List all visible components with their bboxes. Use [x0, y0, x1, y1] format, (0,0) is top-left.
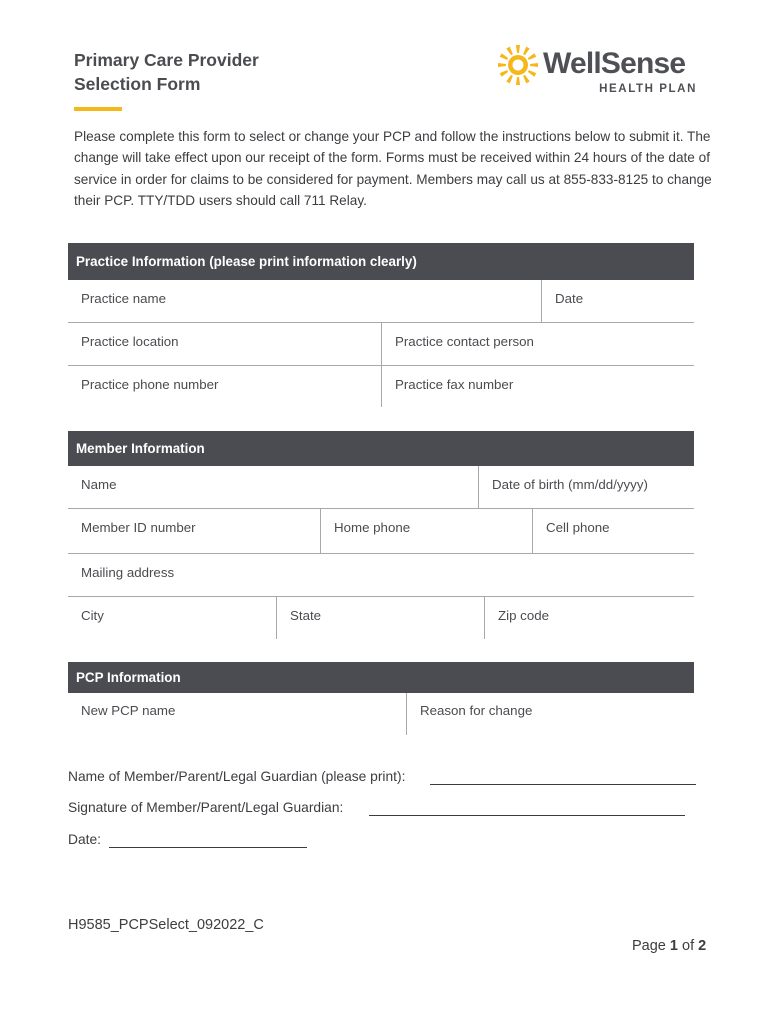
title-accent-bar [74, 107, 122, 111]
city-field[interactable]: City [81, 608, 104, 623]
member-id-field[interactable]: Member ID number [81, 520, 196, 535]
practice-section-header: Practice Information (please print information clearly) [68, 243, 694, 280]
zip-code-field[interactable]: Zip code [498, 608, 549, 623]
form-code: H9585_PCPSelect_092022_C [68, 917, 264, 933]
divider [406, 693, 407, 735]
title-line-1: Primary Care Provider [74, 50, 259, 70]
new-pcp-name-field[interactable]: New PCP name [81, 703, 176, 718]
logo-subtitle: HEALTH PLAN [599, 83, 697, 95]
sunburst-icon [496, 43, 540, 87]
intro-paragraph: Please complete this form to select or change your PCP and follow the instructions below to submit it. The change will take effect upon our receipt of the form. Forms must be received within 24 hours of the date of service in order for claims to be considered for payment. Members may call us at 855-833-8125 to change their PCP. TTY/TDD users should call 711 Relay. [74, 129, 712, 208]
signature-date-label: Date: [68, 832, 101, 847]
practice-phone-field[interactable]: Practice phone number [81, 377, 219, 392]
guardian-signature-line[interactable] [369, 815, 685, 816]
practice-name-field[interactable]: Practice name [81, 291, 166, 306]
wellsense-logo [496, 43, 701, 99]
mailing-address-field[interactable]: Mailing address [81, 565, 175, 580]
page-number [632, 938, 706, 954]
page-of: of [682, 938, 695, 954]
reason-for-change-field[interactable]: Reason for change [420, 703, 533, 718]
page-label: Page [632, 938, 666, 954]
divider [532, 509, 533, 553]
practice-fax-field[interactable]: Practice fax number [395, 377, 514, 392]
divider [484, 597, 485, 639]
practice-location-field[interactable]: Practice location [81, 334, 179, 349]
member-dob-field[interactable]: Date of birth (mm/dd/yyyy) [492, 477, 648, 492]
divider [478, 466, 479, 508]
divider [541, 280, 542, 322]
cell-phone-field[interactable]: Cell phone [546, 520, 610, 535]
guardian-name-label: Name of Member/Parent/Legal Guardian (please print): [68, 769, 406, 784]
member-section-header: Member Information [68, 431, 694, 466]
page-current: 1 [669, 938, 678, 954]
guardian-name-line[interactable] [430, 784, 696, 785]
home-phone-field[interactable]: Home phone [334, 520, 411, 535]
pcp-section-header: PCP Information [68, 662, 694, 693]
guardian-signature-label: Signature of Member/Parent/Legal Guardian: [68, 800, 344, 815]
page-total: 2 [698, 938, 707, 954]
page-title [74, 48, 374, 96]
practice-date-field[interactable]: Date [555, 291, 584, 306]
divider [276, 597, 277, 639]
state-field[interactable]: State [290, 608, 322, 623]
member-name-field[interactable]: Name [81, 477, 117, 492]
title-line-2: Selection Form [74, 74, 201, 94]
practice-contact-field[interactable]: Practice contact person [395, 334, 534, 349]
divider [320, 509, 321, 553]
logo-name: WellSense [543, 47, 686, 80]
signature-date-line[interactable] [109, 847, 307, 848]
